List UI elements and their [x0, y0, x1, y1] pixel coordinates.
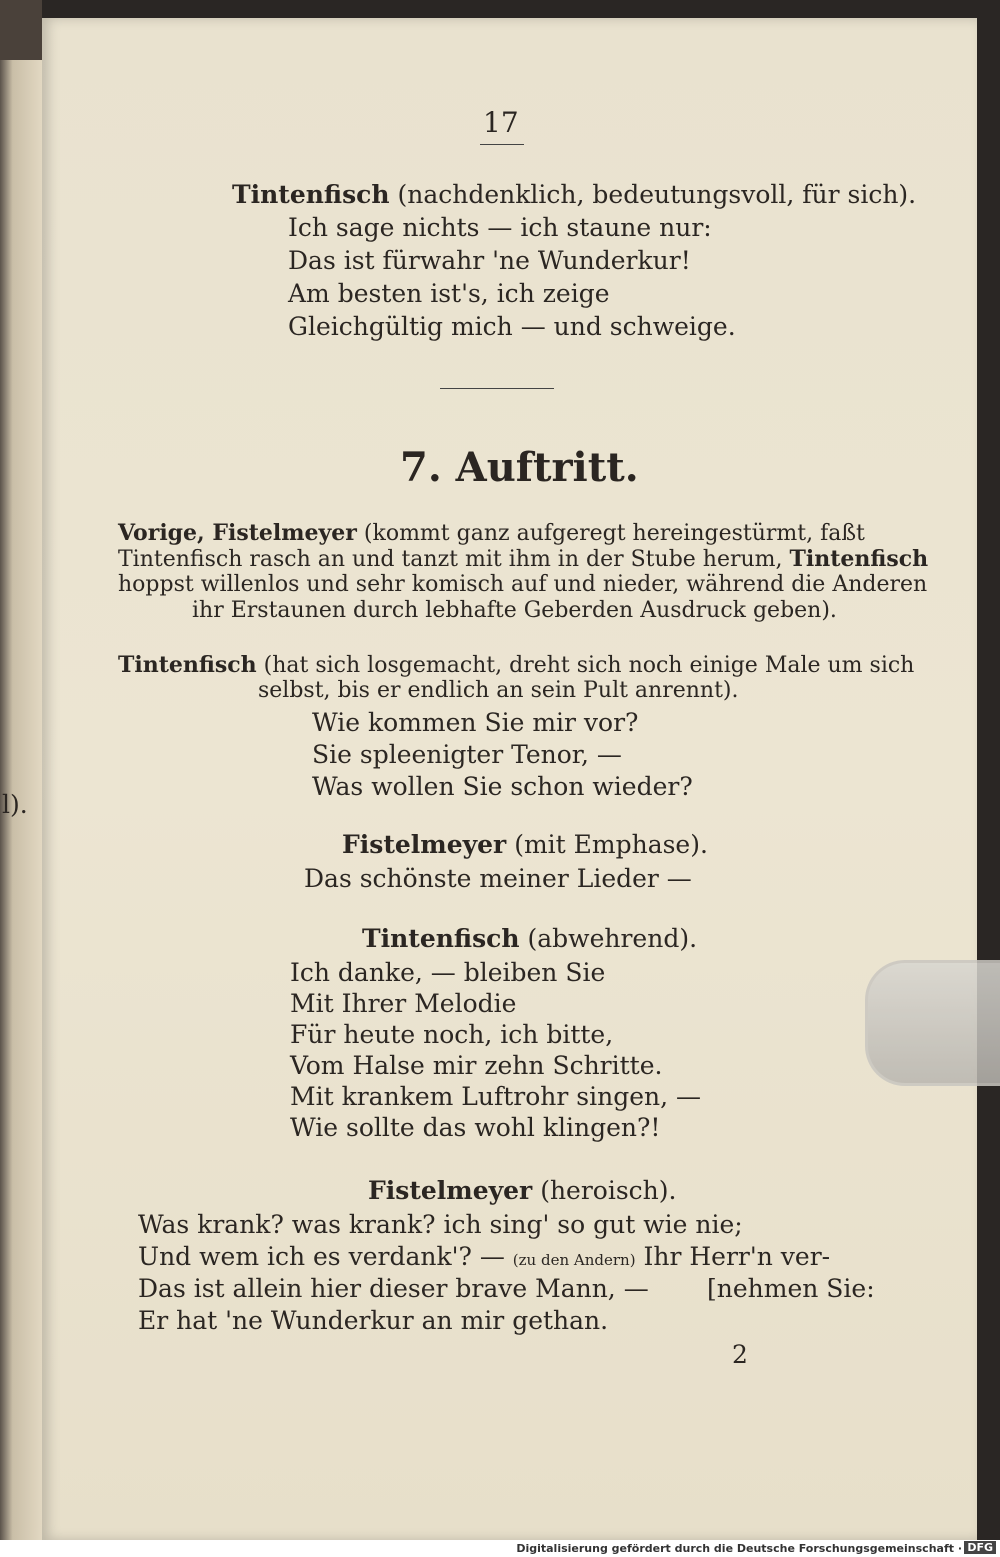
verse-continuation: [nehmen Sie: — [707, 1274, 875, 1303]
stage-paragraph-line: hoppst willenlos und sehr komisch auf und nieder, während die Anderen — [118, 572, 928, 597]
verse-line: Was wollen Sie schon wieder? — [312, 772, 693, 801]
verse-line: Ich sage nichts — ich staune nur: — [288, 213, 712, 242]
speaker-name: Fistelmeyer — [342, 830, 507, 859]
stage-direction: selbst, bis er endlich an sein Pult anrennt). — [258, 678, 739, 703]
verse-line: Wie kommen Sie mir vor? — [312, 708, 639, 737]
speaker-name: Tintenfisch — [118, 652, 257, 678]
verse-line — [138, 1242, 830, 1275]
stage-direction: (hat sich losgemacht, dreht sich noch einige Male um sich — [263, 653, 915, 678]
verse-line: Gleichgültig mich — und schweige. — [288, 312, 736, 341]
footer-credit: Digitalisierung gefördert durch die Deutsche Forschungsgemeinschaft · — [516, 1542, 962, 1555]
speech-heading — [368, 1176, 676, 1206]
section-rule — [440, 388, 554, 389]
verse-line: Sie spleenigter Tenor, — — [312, 740, 622, 769]
characters-entering: Vorige, Fistelmeyer — [118, 520, 357, 546]
verse-text: Und wem ich es verdank'? — — [138, 1242, 505, 1271]
verse-line: Das ist fürwahr 'ne Wunderkur! — [288, 246, 691, 275]
speech-heading — [232, 180, 916, 210]
speech-heading — [342, 830, 708, 860]
verse-line: Ich danke, — bleiben Sie — [290, 958, 606, 987]
verse-line: Am besten ist's, ich zeige — [288, 279, 610, 308]
stage-direction: (nachdenklich, bedeutungsvoll, für sich). — [397, 180, 917, 209]
verse-line: Für heute noch, ich bitte, — [290, 1020, 614, 1049]
header-rule — [480, 144, 524, 145]
signature-mark: 2 — [732, 1340, 748, 1369]
verse-line: Das ist allein hier dieser brave Mann, — — [138, 1274, 649, 1303]
verse-text: Ihr Herr'n ver- — [643, 1242, 831, 1271]
scene-title: 7. Auftritt. — [400, 444, 639, 491]
adjacent-page-fragment: l). — [2, 790, 28, 819]
stage-direction: (heroisch). — [540, 1176, 677, 1205]
book-edge — [0, 0, 42, 60]
stage-text: (kommt ganz aufgeregt hereingestürmt, faßt — [363, 521, 865, 546]
page-number: 17 — [483, 106, 519, 139]
stage-direction: (abwehrend). — [527, 924, 698, 953]
verse-line: Mit krankem Luftrohr singen, — — [290, 1082, 702, 1111]
speech-heading — [362, 924, 697, 954]
stage-direction: (mit Emphase). — [514, 830, 708, 859]
verse-line: Was krank? was krank? ich sing' so gut wie nie; — [138, 1210, 743, 1239]
verse-line: Wie sollte das wohl klingen?! — [290, 1113, 661, 1142]
verse-line: Mit Ihrer Melodie — [290, 989, 517, 1018]
character-name: Tintenfisch — [789, 546, 929, 572]
stage-text: Tintenfisch rasch an und tanzt mit ihm in der Stube herum, — [118, 547, 783, 572]
speaker-name: Tintenfisch — [232, 180, 390, 209]
verse-line: Vom Halse mir zehn Schritte. — [290, 1051, 663, 1080]
page-clip — [865, 960, 1000, 1086]
stage-direction: (zu den Andern) — [512, 1251, 636, 1269]
adjacent-page — [0, 0, 42, 1540]
stage-paragraph-line: ihr Erstaunen durch lebhafte Geberden Ausdruck geben). — [192, 598, 837, 623]
book-page — [42, 18, 977, 1540]
speaker-name: Fistelmeyer — [368, 1176, 533, 1205]
dfg-logo: DFG — [964, 1541, 996, 1554]
verse-line: Das schönste meiner Lieder — — [304, 864, 692, 893]
verse-line: Er hat 'ne Wunderkur an mir gethan. — [138, 1306, 609, 1335]
speaker-name: Tintenfisch — [362, 924, 520, 953]
